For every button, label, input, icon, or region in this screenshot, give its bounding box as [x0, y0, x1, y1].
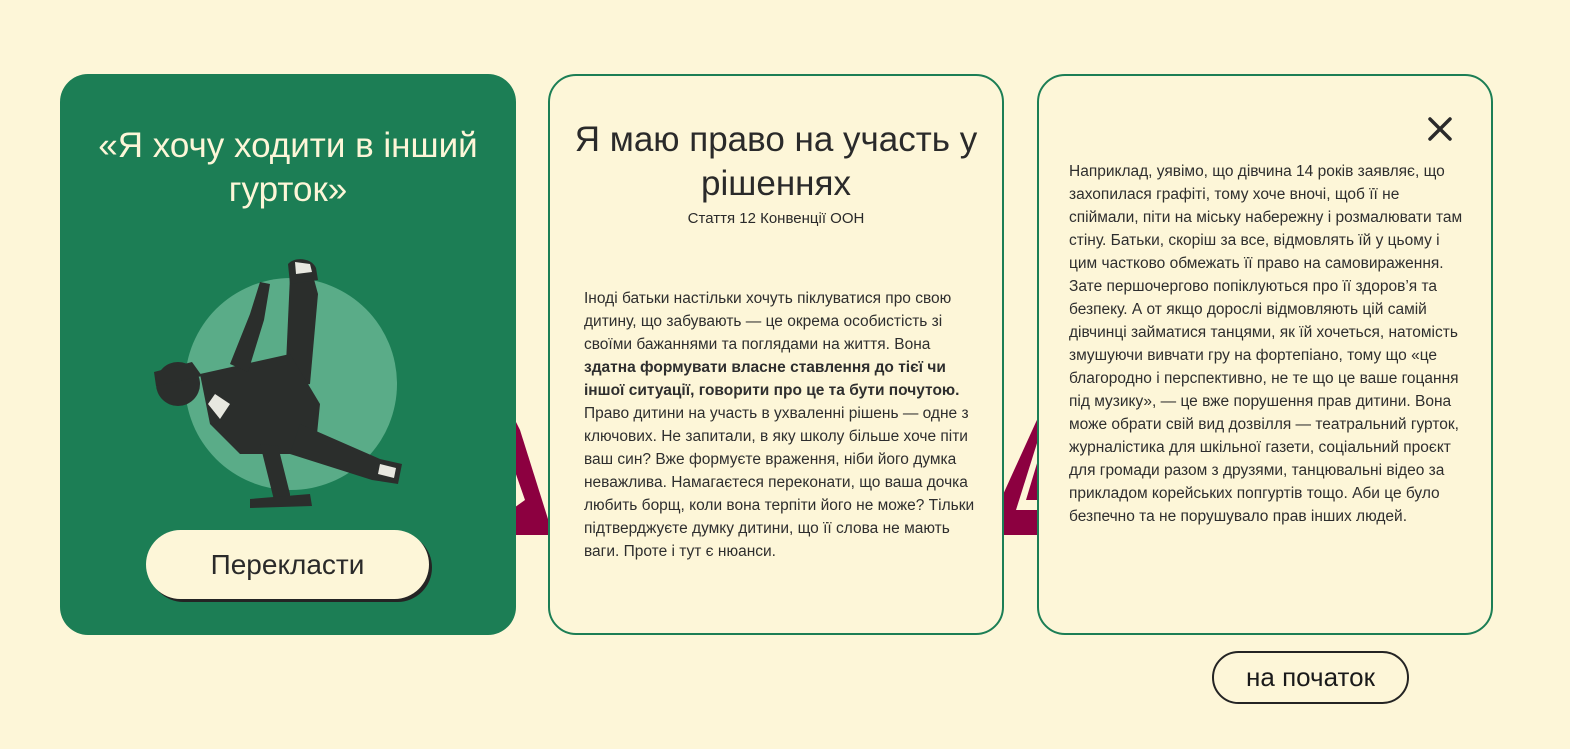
close-button[interactable]: [1425, 114, 1455, 144]
back-to-start-button[interactable]: на початок: [1212, 651, 1409, 704]
example-text: Наприклад, уявімо, що дівчина 14 років заявляє, що захопилася графіті, тому хоче вночі, щоб її не спіймали, піти на міську набережну і розмалювати там стіну. Батьки, скоріш за все, відмовлять їй у цьому і цим частково обмежать її право на самовираження. Зате першочергово попіклуються про її здоров’я та безпеку. А от якщо дорослі відмовляють цій самій дівчинці займатися танцями, як їй хочеться, натомість змушуючи вивчати гру на фортепіано, тому що «це благородно і перспективно, не те що це ваше гоцання під музику», — це вже порушення прав дитини. Вона може обрати свій вид дозвілля — театральний гурток, журналістика для шкільної газети, соціальний проєкт для громади разом з друзями, танцювальні відео за прикладом корейських попгуртів тощо. Аби це було безпечно та не порушувало прав інших людей.: [1069, 163, 1463, 525]
body-text-part1: Іноді батьки настільки хочуть піклуватися про свою дитину, що забувають — це окрема особистість зі своїми бажаннями та поглядами на життя. Вона: [584, 290, 952, 353]
card-body-text: [584, 287, 976, 563]
quote-text: «Я хочу ходити в інший гурток»: [98, 126, 478, 209]
body-text-part2: Право дитини на участь в ухваленні рішень — одне з ключових. Не запитали, в яку школу більше хоче піти ваш син? Вже формуєте враження, ніби його думка неважлива. Намагаєтеся переконати, що ваша дочка любить борщ, коли вона терпіти його не може? Тільки підтверджуєте думку дитини, що її слова не мають ваги. Проте і тут є нюанси.: [584, 405, 975, 560]
quote-card: [60, 74, 516, 635]
breakdancer-illustration-icon: [140, 254, 440, 514]
close-icon: [1425, 114, 1455, 144]
body-text-bold: здатна формувати власне ставлення до тієї чи іншої ситуації, говорити про це та бути почутою.: [584, 359, 960, 399]
rights-card: [548, 74, 1004, 635]
card-subtitle: Стаття 12 Конвенції ООН: [687, 210, 865, 227]
translate-button[interactable]: Перекласти: [146, 530, 429, 599]
example-card: [1037, 74, 1493, 635]
card-title: Я маю право на участь у рішеннях: [574, 120, 978, 203]
